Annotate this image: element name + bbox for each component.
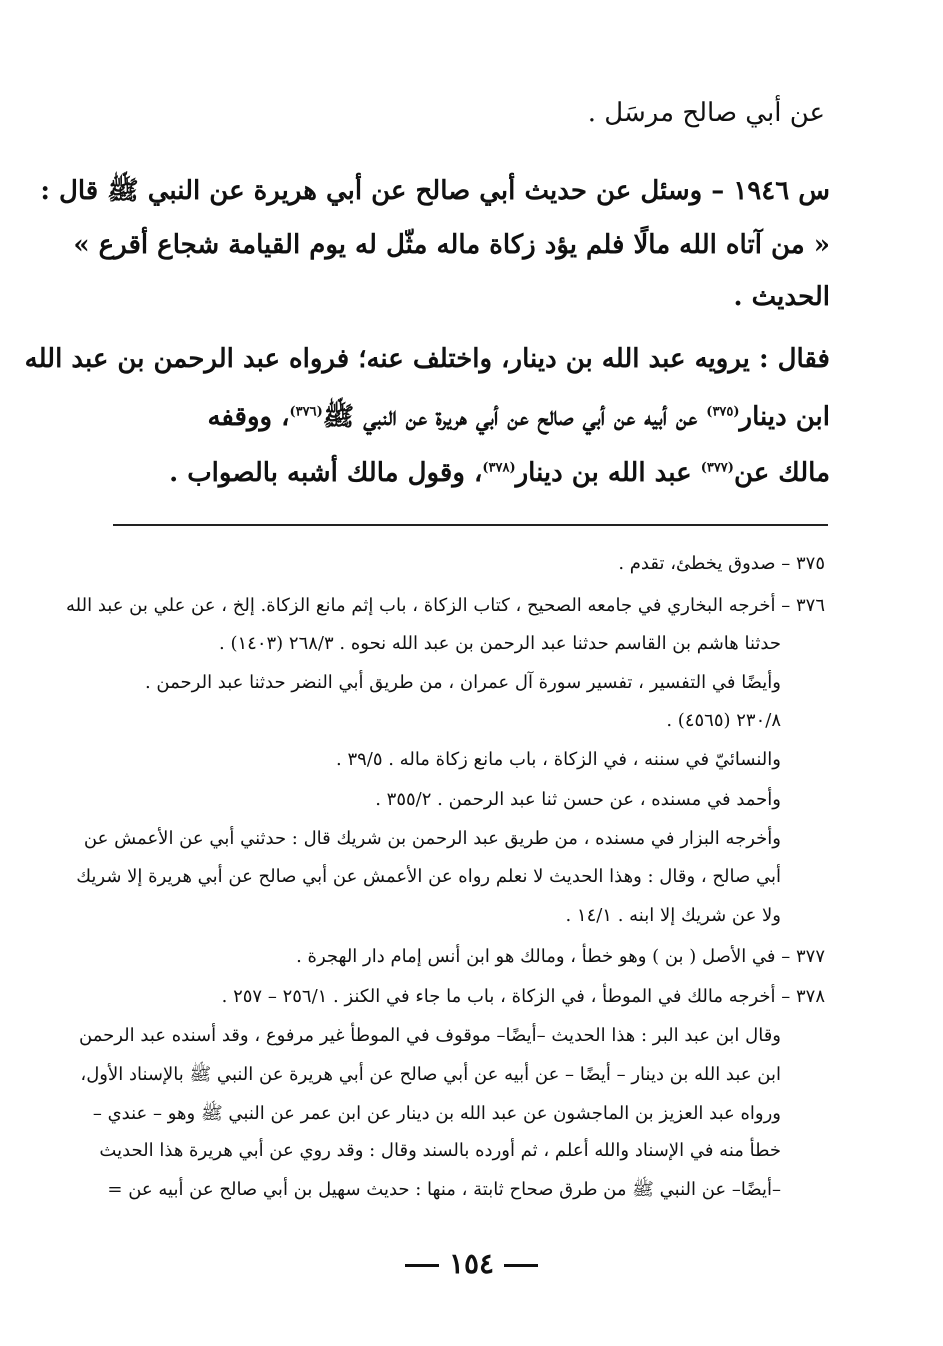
footnote-line: خطأ منه في الإسناد والله أعلم ، ثم أورده بالسند وقال : وقد روي عن أبي هريرة هذا الحديث — [99, 1140, 781, 1161]
footnote-ref: (٣٧٥) — [706, 404, 740, 420]
question-line: الحديث . — [733, 282, 830, 312]
footnote-line: ورواه عبد العزيز بن الماجشون عن عبد الله بن دينار عن ابن عمر عن النبي ﷺ وهو – عندي – — [92, 1103, 781, 1124]
text-segment: ، وقول مالك أشبه بالصواب . — [169, 458, 483, 488]
page-number-dash — [504, 1264, 538, 1267]
footnote-line: وأيضًا في التفسير ، تفسير سورة آل عمران ، من طريق أبي النضر حدثنا عبد الرحمن . — [144, 672, 781, 693]
footnote-line: حدثنا هاشم بن القاسم حدثنا عبد الرحمن بن عبد الله نحوه . ٢٦٨/٣ (١٤٠٣) . — [219, 633, 781, 654]
page-number-value: ١٥٤ — [448, 1247, 495, 1280]
question-number: س ١٩٤٦ – — [711, 176, 830, 206]
footnote-line: ابن عبد الله بن دينار – أيضًا – عن أبيه عن أبي صالح عن أبي هريرة عن النبي ﷺ بالإسناد الأول، — [80, 1064, 781, 1085]
answer-line: فقال : يرويه عبد الله بن دينار، واختلف عنه؛ فرواه عبد الرحمن بن عبد الله — [24, 344, 830, 374]
footnote-377: ٣٧٧ – في الأصل ( بن ) وهو خطأ ، ومالك هو ابن أنس إمام دار الهجرة . — [296, 946, 825, 967]
footnote-separator — [113, 524, 828, 526]
footnote-ref: (٣٧٦) — [289, 404, 323, 420]
text-segment: عبد الله بن دينار — [515, 458, 701, 488]
footnote-line: وقال ابن عبد البر : هذا الحديث –أيضًا– موقوف في الموطأ غير مرفوع ، وقد أسنده عبد الرحمن — [79, 1025, 781, 1046]
text-segment: عن أبيه عن أبي صالح عن أبي هريرة عن النبي ﷺ — [322, 402, 707, 432]
text-segment: ابن دينار — [739, 402, 830, 432]
footnote-line: –أيضًا– عن النبي ﷺ من طرق صحاح ثابتة ، منها : حديث سهيل بن أبي صالح عن أبيه عن = — [107, 1179, 781, 1200]
footnote-line: وأخرجه البزار في مسنده ، من طريق عبد الرحمن بن شريك قال : حدثني أبي عن الأعمش عن — [83, 828, 781, 849]
question-line — [40, 174, 830, 212]
footnote-ref: (٣٧٨) — [482, 460, 516, 476]
footnote-378: ٣٧٨ – أخرجه مالك في الموطأ ، في الزكاة ، باب ما جاء في الكنز . ٢٥٦/١ – ٢٥٧ . — [221, 986, 825, 1007]
text-segment: مالك عن — [733, 458, 830, 488]
footnote-line: أبي صالح ، وقال : وهذا الحديث لا نعلم رواه عن الأعمش عن أبي صالح عن أبي هريرة إلا شريك — [76, 866, 781, 887]
footnote-ref: (٣٧٧) — [700, 460, 734, 476]
footnote-line: وأحمد في مسنده ، عن حسن ثنا عبد الرحمن . ٣٥٥/٢ . — [375, 789, 781, 810]
footnote-line: ولا عن شريك إلا ابنه . ١٤/١ . — [565, 905, 781, 926]
text-segment: ، ووقفه — [207, 402, 290, 432]
footnote-line: والنسائيّ في سننه ، في الزكاة ، باب مانع زكاة ماله . ٣٩/٥ . — [335, 749, 781, 770]
question-text: وسئل عن حديث أبي صالح عن أبي هريرة عن النبي ﷺ قال : — [40, 176, 703, 206]
footnote-line: ٢٣٠/٨ (٤٥٦٥) . — [666, 710, 781, 731]
text-line: عن أبي صالح مرسَل . — [587, 98, 825, 128]
answer-line — [169, 458, 830, 488]
page-number — [0, 1247, 943, 1280]
question-line: « من آتاه الله مالًا فلم يؤد زكاة ماله مثّل له يوم القيامة شجاع أقرع » — [73, 230, 830, 260]
footnote-375: ٣٧٥ – صدوق يخطئ، تقدم . — [618, 553, 825, 574]
page-number-dash — [405, 1264, 439, 1267]
answer-line — [207, 400, 830, 438]
footnote-376: ٣٧٦ – أخرجه البخاري في جامعه الصحيح ، كتاب الزكاة ، باب إثم مانع الزكاة. إلخ ، عن علي بن عبد الله — [66, 595, 825, 616]
